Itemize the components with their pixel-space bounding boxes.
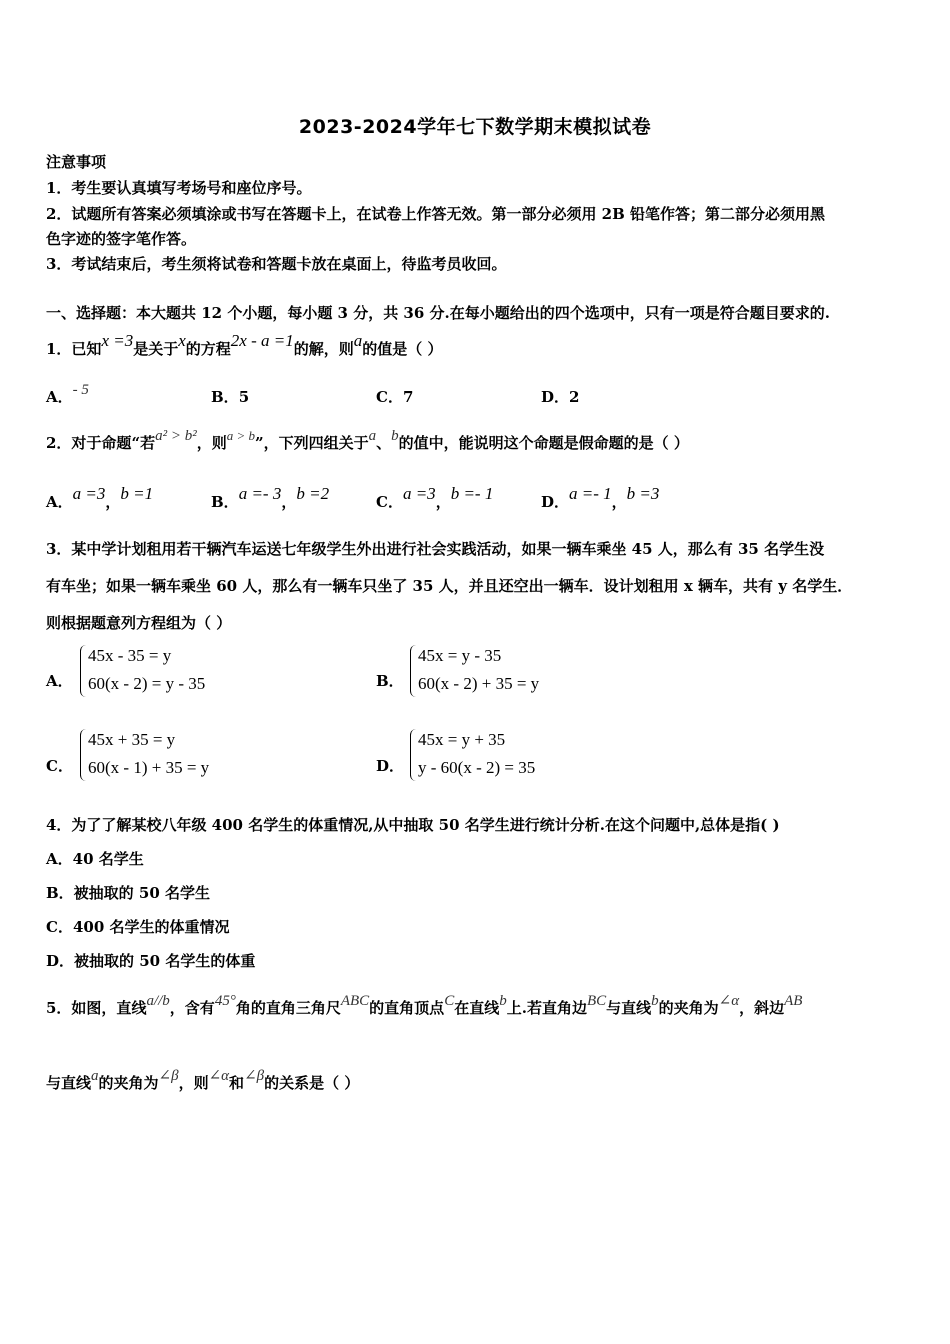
q3-option-d-system xyxy=(418,726,535,782)
q2-option-d-b: b =3 xyxy=(626,484,660,503)
q2-option-d-a: a =- 1 xyxy=(569,484,612,503)
q5-math-10: a xyxy=(91,1068,99,1084)
q1-option-d-value: 2 xyxy=(569,388,580,406)
q1-math-4: a xyxy=(353,331,363,350)
q5-text-13: 和 xyxy=(229,1074,245,1092)
q3-option-c-brace xyxy=(80,729,87,781)
notice-item-2-cont: 色字迹的签字笔作答。 xyxy=(46,230,197,248)
q3-stem-line-3: 则根据题意列方程组为（ ） xyxy=(46,614,232,632)
q1-option-b[interactable] xyxy=(211,386,249,407)
q5-math-7: b xyxy=(651,993,659,1009)
q5-text-1: 5．如图，直线 xyxy=(46,999,147,1017)
q2-option-b-b: b =2 xyxy=(296,484,330,503)
q5-math-3: ABC xyxy=(340,993,370,1009)
q5-math-9: AB xyxy=(784,993,803,1009)
q5-text-5: 在直线 xyxy=(454,999,500,1017)
q3-option-c-eq1: 45x + 35 = y xyxy=(88,730,176,749)
q3-option-b-system xyxy=(418,642,539,698)
q3-option-a-eq2: 60(x - 2) = y - 35 xyxy=(88,674,206,693)
q2-option-a-a: a =3 xyxy=(72,484,106,503)
q5-text-10: 与直线 xyxy=(46,1074,92,1092)
q1-option-c-value: 7 xyxy=(402,388,414,406)
notice-heading: 注意事项 xyxy=(46,153,107,171)
q3-option-a-system xyxy=(88,642,205,698)
q1-math-2: x xyxy=(178,331,186,350)
q2-text-5: 的值中，能说明这个命题是假命题的是（ ） xyxy=(398,434,689,452)
q1-math-1: x =3 xyxy=(101,331,134,350)
q3-option-d-label[interactable]: D． xyxy=(376,757,405,775)
q1-option-c[interactable] xyxy=(376,386,413,407)
question-2 xyxy=(46,428,689,453)
q5-math-1: a//b xyxy=(146,993,170,1009)
q5-text-12: ，则 xyxy=(178,1074,209,1092)
q4-option-a[interactable]: A．40 名学生 xyxy=(46,850,144,868)
q5-math-5: b xyxy=(499,993,507,1009)
q2-math-2: a > b xyxy=(226,428,255,443)
q5-text-2: ，含有 xyxy=(169,999,215,1017)
page-title: 2023-2024学年七下数学期末模拟试卷 xyxy=(298,116,652,138)
q2-option-c-b: b =- 1 xyxy=(450,484,494,503)
q5-math-12: ∠α xyxy=(208,1068,230,1084)
q5-math-2: 45° xyxy=(214,993,236,1009)
q5-stem-line-1 xyxy=(46,993,803,1018)
q1-text-2: 是关于 xyxy=(133,340,179,358)
q3-stem-line-2: 有车坐；如果一辆车乘坐 60 人，那么有一辆车只坐了 35 人，并且还空出一辆车．设计划租用 x 辆车，共有 y 名学生． xyxy=(46,577,853,595)
q1-text-1: 1．已知 xyxy=(46,340,102,358)
q1-option-b-label: B． xyxy=(211,388,239,406)
q2-option-b[interactable] xyxy=(211,484,330,512)
q2-option-a-sep: ， xyxy=(105,493,121,511)
q5-text-6: 上.若直角边 xyxy=(506,999,587,1017)
q3-option-b-eq1: 45x = y - 35 xyxy=(418,646,502,665)
q3-option-d-eq2: y - 60(x - 2) = 35 xyxy=(418,758,536,777)
q2-option-d[interactable] xyxy=(541,484,660,512)
q3-option-d-eq1: 45x = y + 35 xyxy=(418,730,506,749)
q5-math-8: ∠α xyxy=(718,993,740,1009)
q3-option-c-label[interactable]: C． xyxy=(46,757,73,775)
q1-option-a[interactable] xyxy=(46,382,89,407)
q4-option-b[interactable]: B．被抽取的 50 名学生 xyxy=(46,884,210,902)
q2-option-c-a: a =3 xyxy=(402,484,436,503)
q5-math-4: C xyxy=(444,993,455,1009)
q5-text-9: ，斜边 xyxy=(739,999,785,1017)
section-1-heading: 一、选择题：本大题共 12 个小题，每小题 3 分，共 36 分.在每小题给出的四个选项中，只有一项是符合题目要求的. xyxy=(46,304,830,322)
q5-text-8: 的夹角为 xyxy=(658,999,719,1017)
q1-option-a-value: - 5 xyxy=(72,382,89,398)
q4-option-d[interactable]: D．被抽取的 50 名学生的体重 xyxy=(46,952,256,970)
q5-text-11: 的夹角为 xyxy=(98,1074,159,1092)
q2-option-b-label: B． xyxy=(211,493,239,511)
q1-option-d[interactable] xyxy=(541,386,579,407)
q2-option-a-label: A． xyxy=(46,493,73,511)
q2-option-a-b: b =1 xyxy=(120,484,154,503)
q4-option-c[interactable]: C．400 名学生的体重情况 xyxy=(46,918,230,936)
q2-math-1: a² > b² xyxy=(155,428,197,444)
q3-option-a-eq1: 45x - 35 = y xyxy=(88,646,172,665)
q2-option-c[interactable] xyxy=(376,484,494,512)
q4-stem: 4．为了了解某校八年级 400 名学生的体重情况,从中抽取 50 名学生进行统计分析.在这个问题中,总体是指( ) xyxy=(46,816,780,834)
q2-math-3: a xyxy=(368,428,377,444)
q3-option-b-label[interactable]: B． xyxy=(376,672,404,690)
q5-text-4: 的直角顶点 xyxy=(369,999,445,1017)
q2-text-3: ”，下列四组关于 xyxy=(255,434,369,452)
q3-option-a-label[interactable]: A． xyxy=(46,672,73,690)
q2-option-c-sep: ， xyxy=(435,493,451,511)
q2-option-a[interactable] xyxy=(46,484,154,512)
q2-text-2: ，则 xyxy=(196,434,227,452)
q1-option-b-value: 5 xyxy=(238,388,250,406)
q5-math-6: BC xyxy=(586,993,607,1009)
q1-text-5: 的值是（ ） xyxy=(362,340,443,358)
q1-option-d-label: D． xyxy=(541,388,570,406)
q1-option-c-label: C． xyxy=(376,388,403,406)
q1-option-a-label: A． xyxy=(46,388,73,406)
q1-text-3: 的方程 xyxy=(185,340,231,358)
q2-option-d-sep: ， xyxy=(611,493,627,511)
q5-math-13: ∠β xyxy=(244,1068,265,1084)
q5-text-7: 与直线 xyxy=(606,999,652,1017)
q5-math-11: ∠β xyxy=(158,1068,179,1084)
q2-option-b-sep: ， xyxy=(281,493,297,511)
q5-text-14: 的关系是（ ） xyxy=(264,1074,360,1092)
notice-item-1: 1．考生要认真填写考场号和座位序号。 xyxy=(46,179,312,197)
q3-option-b-brace xyxy=(410,645,417,697)
q3-option-c-eq2: 60(x - 1) + 35 = y xyxy=(88,758,210,777)
q5-stem-line-2 xyxy=(46,1068,360,1093)
q1-text-4: 的解，则 xyxy=(293,340,354,358)
q3-stem-line-1: 3．某中学计划租用若干辆汽车运送七年级学生外出进行社会实践活动，如果一辆车乘坐 45 人，那么有 35 名学生没 xyxy=(46,540,825,558)
question-1 xyxy=(46,331,443,359)
q2-option-d-label: D． xyxy=(541,493,570,511)
q2-text-4: 、 xyxy=(376,434,392,452)
q3-option-a-brace xyxy=(80,645,87,697)
q1-math-3: 2x - a =1 xyxy=(230,331,294,350)
q2-math-4: b xyxy=(391,428,399,444)
q3-option-d-brace xyxy=(410,729,417,781)
q3-option-c-system xyxy=(88,726,209,782)
notice-item-2: 2．试题所有答案必须填涂或书写在答题卡上，在试卷上作答无效。第一部分必须用 2B 铅笔作答；第二部分必须用黑 xyxy=(46,205,826,223)
q5-text-3: 角的直角三角尺 xyxy=(235,999,341,1017)
notice-item-3: 3．考试结束后，考生须将试卷和答题卡放在桌面上，待监考员收回。 xyxy=(46,255,507,273)
q2-option-b-a: a =- 3 xyxy=(238,484,282,503)
q3-option-b-eq2: 60(x - 2) + 35 = y xyxy=(418,674,540,693)
q2-option-c-label: C． xyxy=(376,493,403,511)
q2-text-1: 2．对于命题“若 xyxy=(46,434,156,452)
